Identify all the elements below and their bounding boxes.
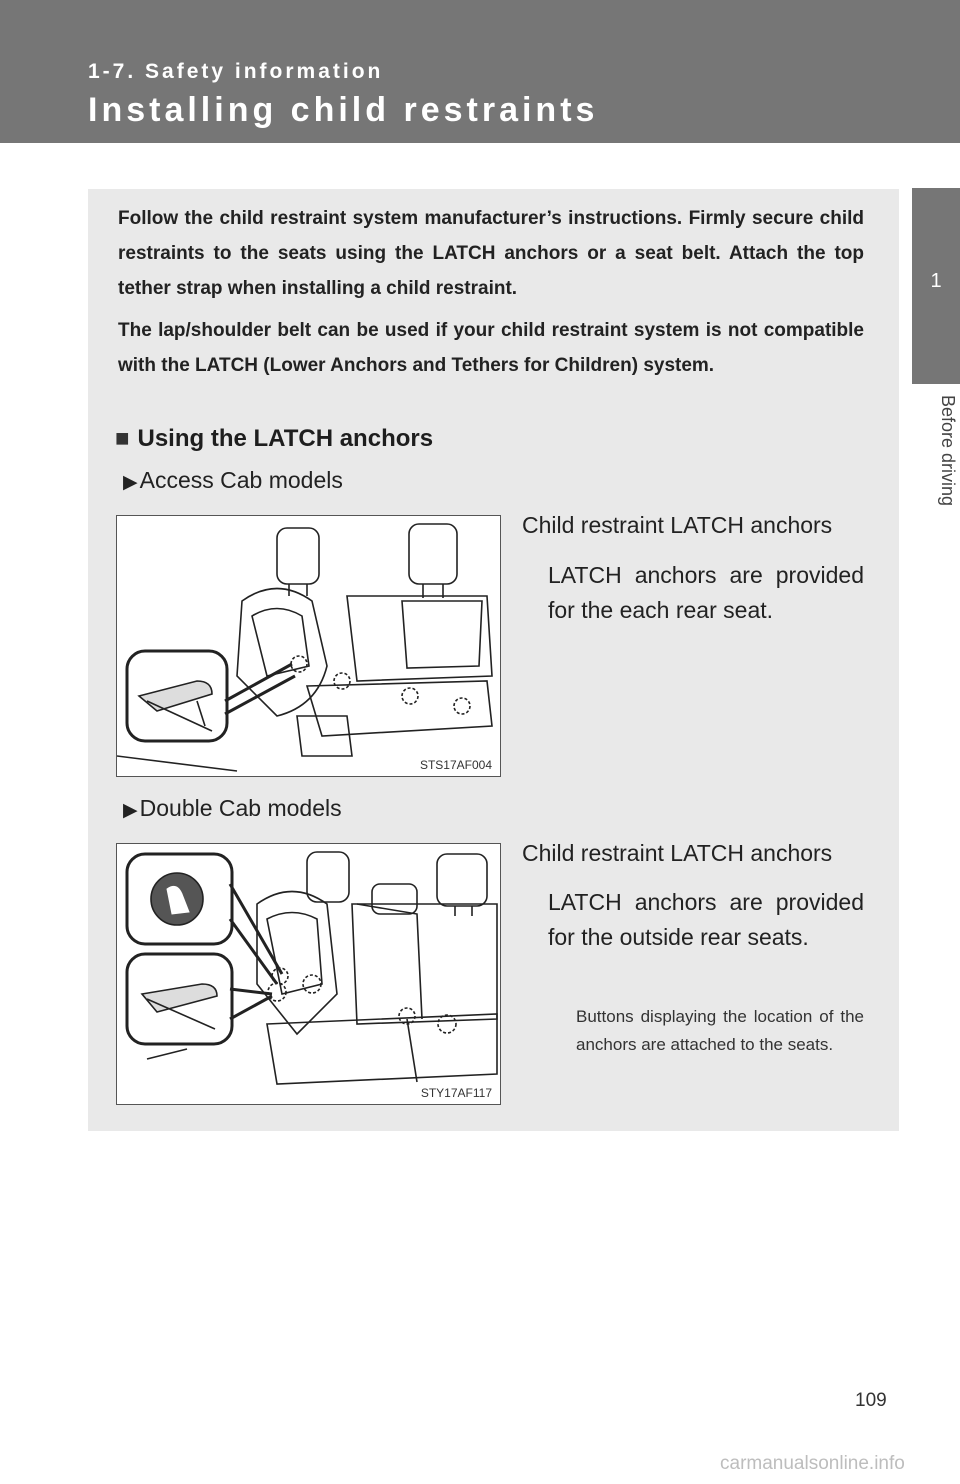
subheading: [115, 425, 433, 453]
caption-body: LATCH anchors are provided for the each rear seat.: [548, 562, 864, 623]
page-number: 109: [855, 1390, 887, 1411]
caption-title: Child restraint LATCH anchors: [522, 512, 833, 538]
figure-double-cab: [116, 843, 501, 1105]
seat-illustration-access-cab: [117, 516, 500, 776]
model-access-cab: [123, 467, 343, 494]
watermark[interactable]: carmanualsonline.info: [720, 1453, 905, 1474]
model-name: Double Cab models: [139, 795, 342, 821]
intro-paragraph-1: Follow the child restraint system manufacturer’s instructions. Firmly secure child restraints to the seats using the LATCH anchors or a seat belt. Attach the top tether strap when installing a child restraint.: [118, 208, 864, 299]
subheading-text: Using the LATCH anchors: [137, 425, 434, 452]
seat-illustration-double-cab: [117, 844, 500, 1104]
chapter-label: Before driving: [938, 395, 958, 507]
figure-code: STY17AF117: [420, 1086, 492, 1100]
intro-paragraph-2: The lap/shoulder belt can be used if your child restraint system is not compatible with the LATCH (Lower Anchors and Tethers for Children) system.: [118, 320, 864, 376]
caption-title: Child restraint LATCH anchors: [522, 840, 833, 866]
model-double-cab: [123, 795, 342, 822]
figure-code: STS17AF004: [419, 758, 492, 772]
page-title: Installing child restraints: [88, 91, 599, 129]
page-header: [0, 0, 960, 143]
caption-body: LATCH anchors are provided for the outside rear seats.: [548, 889, 864, 950]
model-name: Access Cab models: [139, 467, 343, 493]
square-bullet-icon: ■: [115, 425, 130, 452]
caption-note: Buttons displaying the location of the anchors are attached to the seats.: [576, 1007, 864, 1054]
section-label: 1-7. Safety information: [88, 60, 384, 83]
chapter-number: 1: [930, 270, 942, 292]
figure-access-cab: [116, 515, 501, 777]
triangle-bullet-icon: ▶: [123, 472, 138, 493]
triangle-bullet-icon: ▶: [123, 800, 138, 821]
